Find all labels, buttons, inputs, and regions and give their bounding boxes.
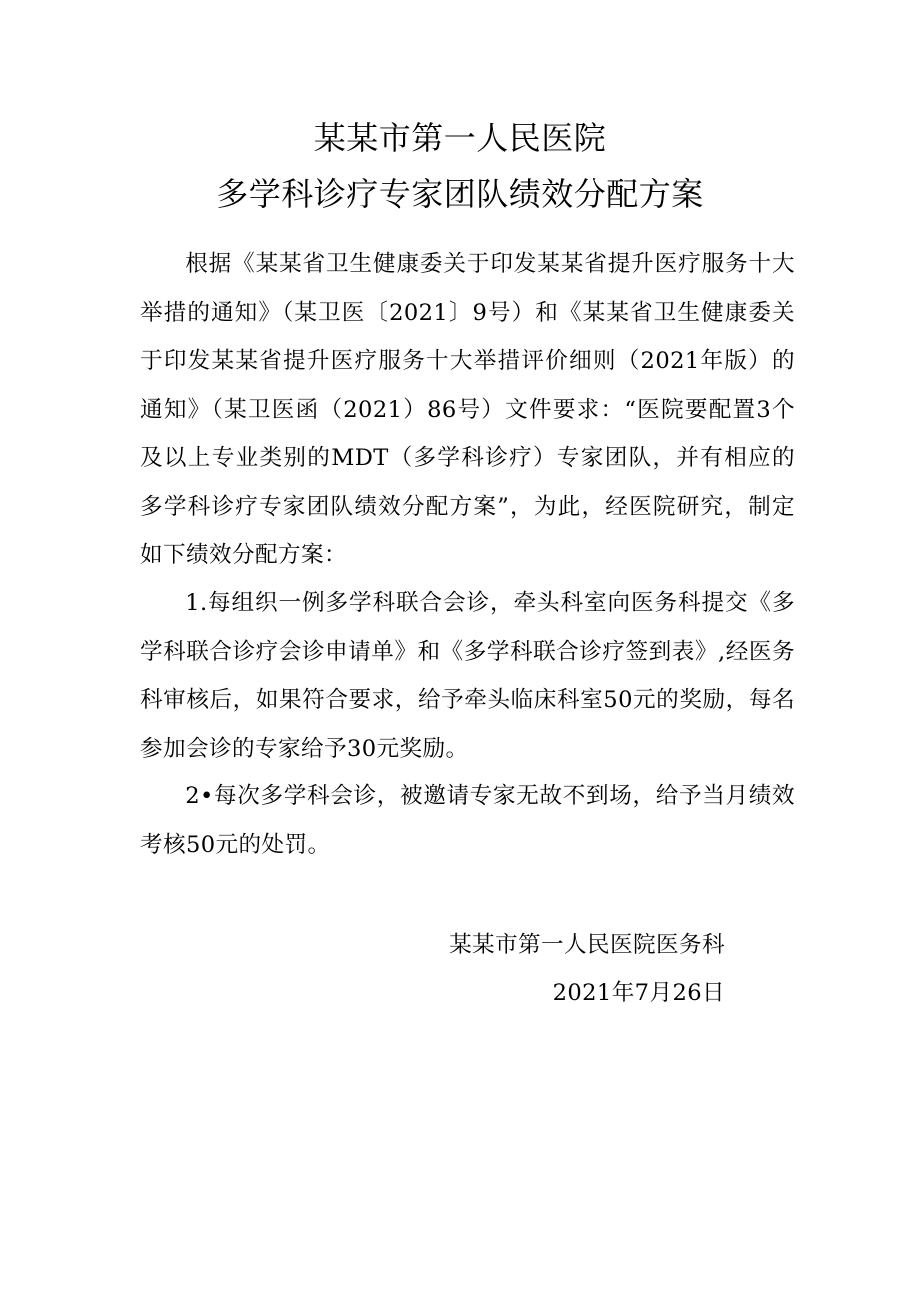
signature-organization: 某某市第一人民医院医务科 <box>449 932 725 958</box>
rule-paragraph-1: 1.每组织一例多学科联合会诊，牵头科室向医务科提交《多学科联合诊疗会诊申请单》和《多学科联合诊疗签到表》,经医务科审核后，如果符合要求，给予牵头临床科室50元的奖励，每名参加会诊的专家给予30元奖励。 <box>140 590 795 762</box>
signature-date: 2021年7月26日 <box>552 980 725 1006</box>
intro-paragraph: 根据《某某省卫生健康委关于印发某某省提升医疗服务十大举措的通知》（某卫医〔2021〕9号）和《某某省卫生健康委关于印发某某省提升医疗服务十大举措评价细则（2021年版）的通知》（某卫医函（2021）86号）文件要求：“医院要配置3个及以上专业类别的MDT（多学科诊疗）专家团队，并有相应的多学科诊疗专家团队绩效分配方案”，为此，经医院研究，制定如下绩效分配方案： <box>140 251 795 568</box>
document-title-line2: 多学科诊疗专家团队绩效分配方案 <box>216 175 704 213</box>
rule-paragraph-2: 2•每次多学科会诊，被邀请专家无故不到场，给予当月绩效考核50元的处罚。 <box>140 783 795 858</box>
document-title-line1: 某某市第一人民医院 <box>313 119 607 157</box>
